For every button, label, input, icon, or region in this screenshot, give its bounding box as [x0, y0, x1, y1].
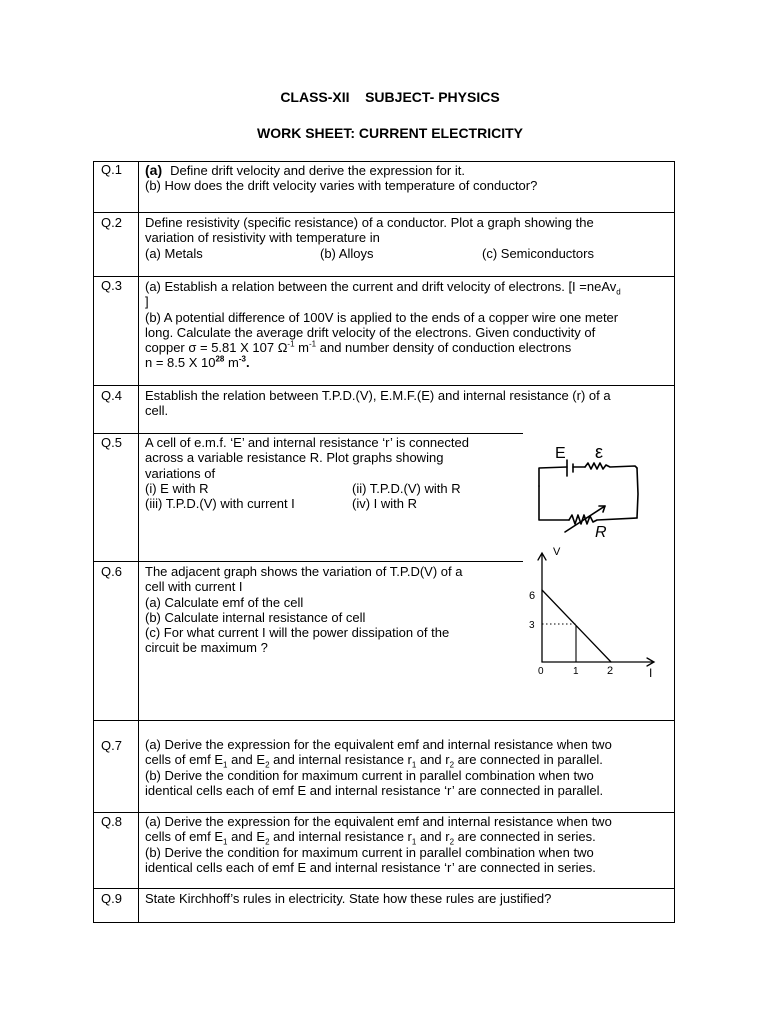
- question-line: identical cells each of emf E and internal resistance ‘r’ are connected in parallel.: [145, 782, 604, 798]
- subscript: 1: [223, 837, 228, 847]
- worksheet-title: WORK SHEET: CURRENT ELECTRICITY: [257, 125, 523, 141]
- option-metals: (a) Metals: [145, 245, 203, 261]
- table-row-divider: [93, 385, 675, 386]
- text: and E: [227, 752, 266, 768]
- text: copper σ = 5.81 X 107 Ω: [145, 340, 288, 356]
- question-line: circuit be maximum ?: [145, 640, 268, 656]
- table-row-divider: [93, 212, 675, 213]
- text: and number density of conduction electrons: [316, 340, 572, 356]
- subscript: 1: [411, 837, 417, 847]
- question-number: Q.2: [101, 215, 122, 230]
- text: m: [224, 355, 239, 371]
- y-axis-label: V: [553, 546, 561, 558]
- question-line: Define drift velocity and derive the expression for it.: [170, 163, 465, 178]
- question-7-text: [145, 737, 612, 798]
- question-line: (a) Derive the expression for the equivalent emf and internal resistance when two: [145, 737, 612, 752]
- part-label: (a): [145, 162, 163, 178]
- table-row-divider: [93, 161, 675, 162]
- question-line: (a) Establish a relation between the current and drift velocity of electrons. [I =neAv: [145, 279, 617, 294]
- question-line: variation of resistivity with temperature in: [145, 230, 380, 246]
- question-number: Q.8: [101, 814, 122, 829]
- question-3-text: [145, 279, 621, 371]
- subscript: d: [616, 287, 621, 297]
- x-tick-label: 2: [607, 665, 614, 677]
- question-line: A cell of e.m.f. ‘E’ and internal resistance ‘r’ is connected: [145, 435, 469, 450]
- text: n = 8.5 X 10: [145, 355, 216, 371]
- question-line: ]: [145, 294, 149, 310]
- superscript: -3: [238, 355, 246, 365]
- question-line: (c) For what current I will the power dissipation of the: [145, 625, 450, 641]
- table-row-divider: [93, 720, 675, 721]
- superscript: -1: [287, 339, 295, 349]
- subscript: 2: [449, 837, 455, 847]
- question-line: (a) Derive the expression for the equivalent emf and internal resistance when two: [145, 814, 612, 829]
- table-row-divider: [93, 812, 675, 813]
- table-border-bottom: [93, 922, 675, 923]
- question-number: Q.3: [101, 278, 122, 293]
- option-i: (i) E with R: [145, 480, 209, 496]
- question-8-text: [145, 814, 612, 875]
- question-line: long. Calculate the average drift velocity of the electrons. Given conductivity of: [145, 324, 596, 340]
- question-line: (b) A potential difference of 100V is applied to the ends of a copper wire one meter: [145, 309, 619, 325]
- table-row-divider: [93, 433, 523, 434]
- question-line: Define resistivity (specific resistance) of a conductor. Plot a graph showing the: [145, 215, 594, 230]
- diagram-label-E: E: [555, 445, 566, 462]
- question-number: Q.5: [101, 435, 122, 450]
- option-iv: (iv) I with R: [352, 496, 417, 512]
- circuit-wire: [539, 486, 569, 520]
- option-alloys: (b) Alloys: [320, 245, 374, 261]
- question-4-text: [145, 388, 611, 419]
- question-line: cell with current I: [145, 579, 243, 595]
- option-ii: (ii) T.P.D.(V) with R: [352, 480, 461, 496]
- text: and internal resistance r: [269, 829, 412, 845]
- table-row-divider: [93, 276, 675, 277]
- worksheet-class-subject: CLASS-XII SUBJECT- PHYSICS: [280, 89, 500, 105]
- question-line: (b) Derive the condition for maximum current in parallel combination when two: [145, 767, 594, 783]
- question-1-text: [145, 163, 537, 194]
- internal-resistance: [585, 463, 637, 469]
- table-row-divider: [93, 888, 675, 889]
- question-9-text: [145, 891, 551, 906]
- question-line: across a variable resistance R. Plot graphs showing: [145, 450, 444, 466]
- subscript: 1: [223, 760, 228, 770]
- text: and r: [416, 829, 450, 845]
- text: and internal resistance r: [269, 752, 412, 768]
- superscript: -1: [309, 339, 317, 349]
- question-line: variations of: [145, 465, 216, 481]
- option-iii: (iii) T.P.D.(V) with current I: [145, 496, 295, 512]
- circuit-wire: [539, 467, 567, 486]
- question-line: [145, 355, 621, 370]
- superscript: 28: [215, 355, 225, 365]
- question-line: (b) Derive the condition for maximum current in parallel combination when two: [145, 844, 594, 860]
- subscript: 2: [265, 760, 270, 770]
- question-number: Q.6: [101, 564, 122, 579]
- subscript: 1: [411, 760, 417, 770]
- table-row-divider: [93, 561, 523, 562]
- question-line: [145, 340, 621, 355]
- question-line: The adjacent graph shows the variation of T.P.D(V) of a: [145, 564, 463, 579]
- question-line: [145, 752, 612, 770]
- text: cells of emf E: [145, 829, 224, 845]
- question-line: Establish the relation between T.P.D.(V), E.M.F.(E) and internal resistance (r) of a: [145, 388, 611, 403]
- diagram-label-R: R: [595, 524, 607, 541]
- subscript: 2: [265, 837, 270, 847]
- y-tick-label: 6: [529, 590, 536, 602]
- question-2-text: [145, 215, 594, 261]
- question-6-text: [145, 564, 462, 656]
- question-line: (a) Calculate emf of the cell: [145, 594, 304, 610]
- circuit-wire: [637, 468, 638, 518]
- x-axis-label: I: [649, 666, 653, 679]
- tpd-current-graph: [523, 544, 663, 679]
- diagram-label-emf: ε: [595, 442, 604, 462]
- x-tick-label: 0: [538, 666, 544, 677]
- subscript: 2: [449, 760, 455, 770]
- question-line: (b) Calculate internal resistance of cell: [145, 609, 366, 625]
- question-line: (b) How does the drift velocity varies with temperature of conductor?: [145, 178, 538, 194]
- question-number: Q.4: [101, 388, 122, 403]
- question-line: State Kirchhoff’s rules in electricity. State how these rules are justified?: [145, 891, 552, 906]
- question-line: cell.: [145, 403, 169, 419]
- x-tick-label: 1: [573, 666, 579, 677]
- text: are connected in parallel.: [454, 752, 603, 768]
- text: cells of emf E: [145, 752, 224, 768]
- circuit-diagram: [525, 436, 665, 542]
- question-line: [145, 829, 612, 847]
- text: and E: [227, 829, 266, 845]
- question-number: Q.9: [101, 891, 122, 906]
- text: m: [294, 340, 309, 356]
- question-5-text: [145, 435, 469, 511]
- text: and r: [416, 752, 450, 768]
- question-number: Q.7: [101, 738, 122, 753]
- text: .: [245, 355, 250, 371]
- option-semiconductors: (c) Semiconductors: [482, 245, 594, 261]
- text: are connected in series.: [454, 829, 596, 845]
- question-line: identical cells each of emf E and internal resistance ‘r’ are connected in series.: [145, 859, 596, 875]
- question-number: Q.1: [101, 162, 122, 177]
- y-tick-label: 3: [529, 620, 535, 631]
